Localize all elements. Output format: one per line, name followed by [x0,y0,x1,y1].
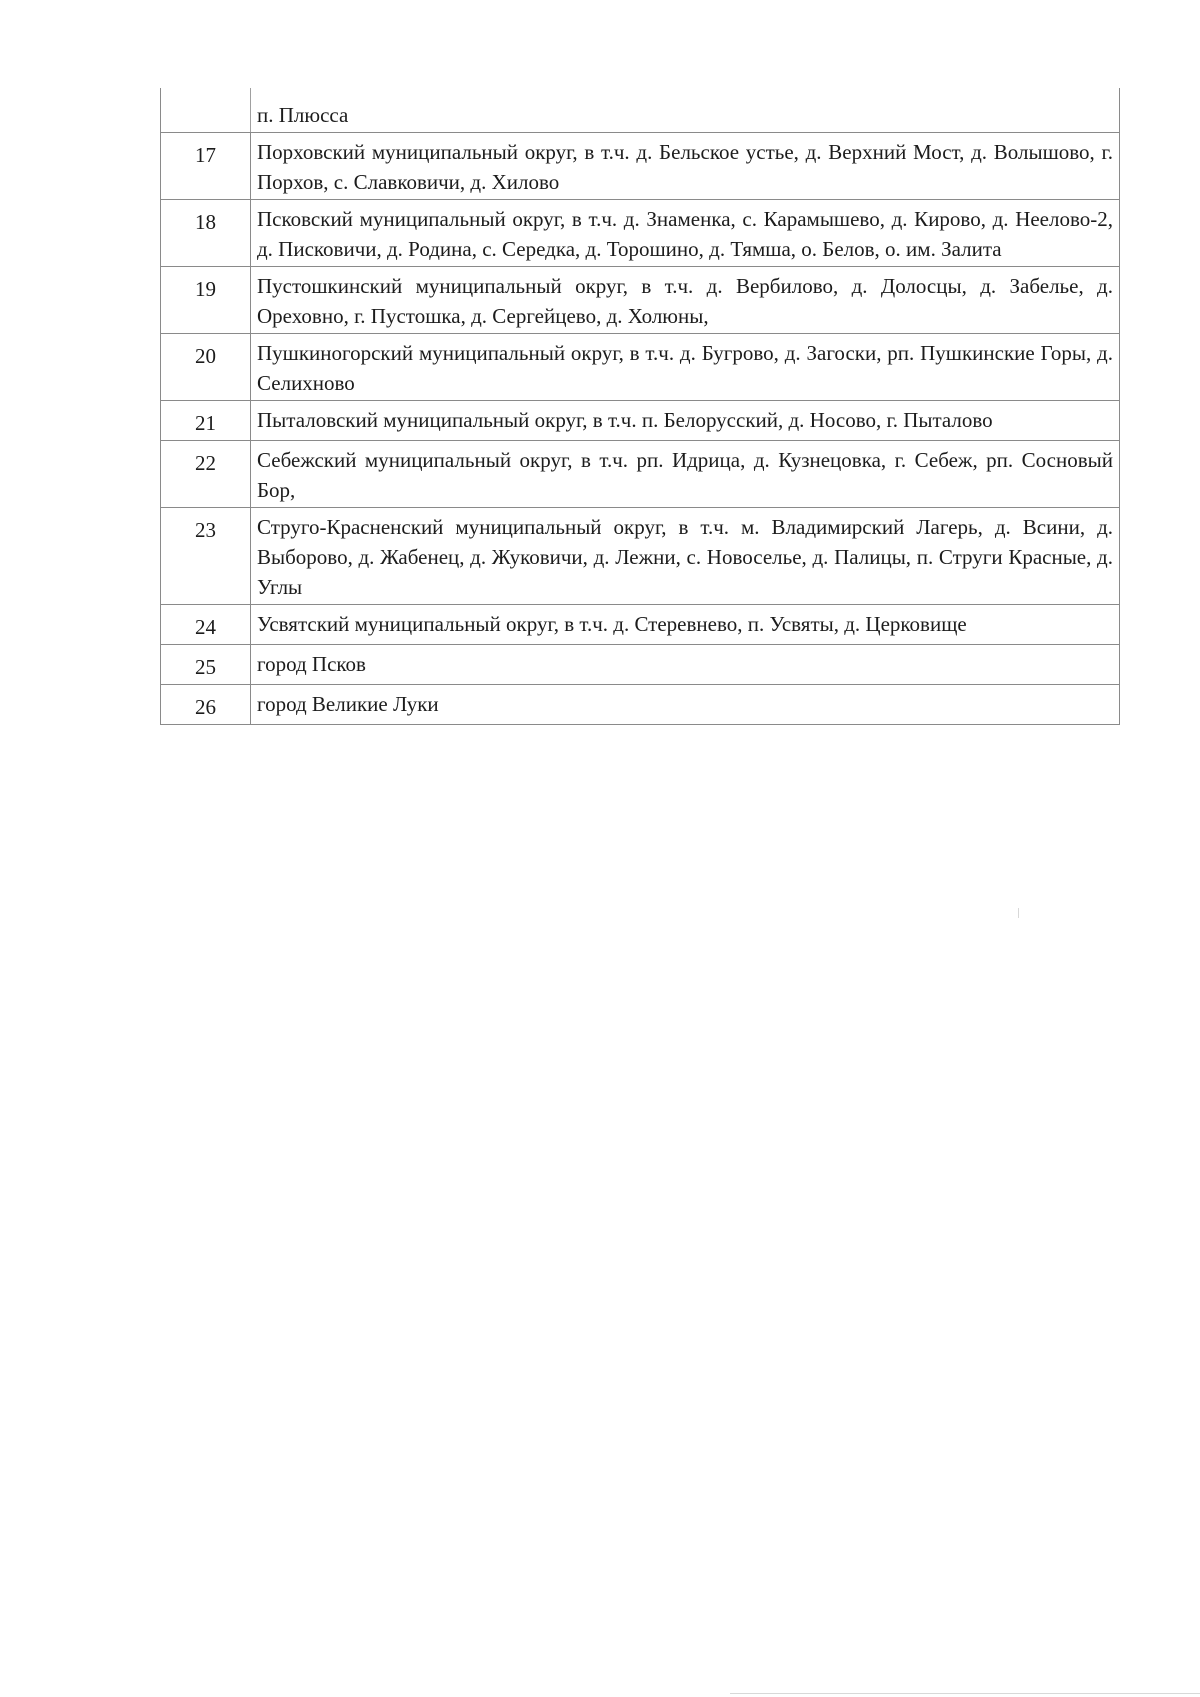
table-row [161,441,1120,508]
row-description: Пыталовский муниципальный округ, в т.ч. п. Белорусский, д. Носово, г. Пыталово [251,401,1120,441]
row-description: Струго-Красненский муниципальный округ, в т.ч. м. Владимирский Лагерь, д. Всини, д. Выборово, д. Жабенец, д. Жуковичи, д. Лежни, с. Новоселье, д. Палицы, п. Струги Красные, д. Углы [251,508,1120,605]
table-row [161,200,1120,267]
row-description: Себежский муниципальный округ, в т.ч. рп. Идрица, д. Кузнецовка, г. Себеж, рп. Сосновый Бор, [251,441,1120,508]
row-description: город Псков [251,645,1120,685]
table-row [161,88,1120,133]
row-number: 23 [161,508,251,605]
scan-line-bottom [730,1693,1200,1694]
row-number: 20 [161,334,251,401]
table-row [161,645,1120,685]
row-description: Усвятский муниципальный округ, в т.ч. д. Стеревнево, п. Усвяты, д. Церковище [251,605,1120,645]
table-row [161,685,1120,725]
row-description: город Великие Луки [251,685,1120,725]
row-number [161,88,251,133]
row-number: 17 [161,133,251,200]
row-number: 24 [161,605,251,645]
row-description: Порховский муниципальный округ, в т.ч. д. Бельское устье, д. Верхний Мост, д. Волышово, г. Порхов, с. Славковичи, д. Хилово [251,133,1120,200]
row-description: Пушкиногорский муниципальный округ, в т.ч. д. Бугрово, д. Загоски, рп. Пушкинские Горы, д. Селихново [251,334,1120,401]
table-row [161,267,1120,334]
table-row [161,605,1120,645]
table-row [161,133,1120,200]
row-description: Псковский муниципальный округ, в т.ч. д. Знаменка, с. Карамышево, д. Кирово, д. Неелово-2, д. Писковичи, д. Родина, с. Середка, д. Торошино, д. Тямша, о. Белов, о. им. Залита [251,200,1120,267]
municipal-districts-table [160,88,1120,725]
scan-speck [1018,908,1019,918]
table-row [161,334,1120,401]
table-row [161,401,1120,441]
row-number: 25 [161,645,251,685]
row-description: Пустошкинский муниципальный округ, в т.ч. д. Вербилово, д. Долосцы, д. Забелье, д. Ореховно, г. Пустошка, д. Сергейцево, д. Холюны, [251,267,1120,334]
row-description: п. Плюсса [251,88,1120,133]
table-row [161,508,1120,605]
row-number: 19 [161,267,251,334]
row-number: 22 [161,441,251,508]
row-number: 21 [161,401,251,441]
row-number: 18 [161,200,251,267]
row-number: 26 [161,685,251,725]
